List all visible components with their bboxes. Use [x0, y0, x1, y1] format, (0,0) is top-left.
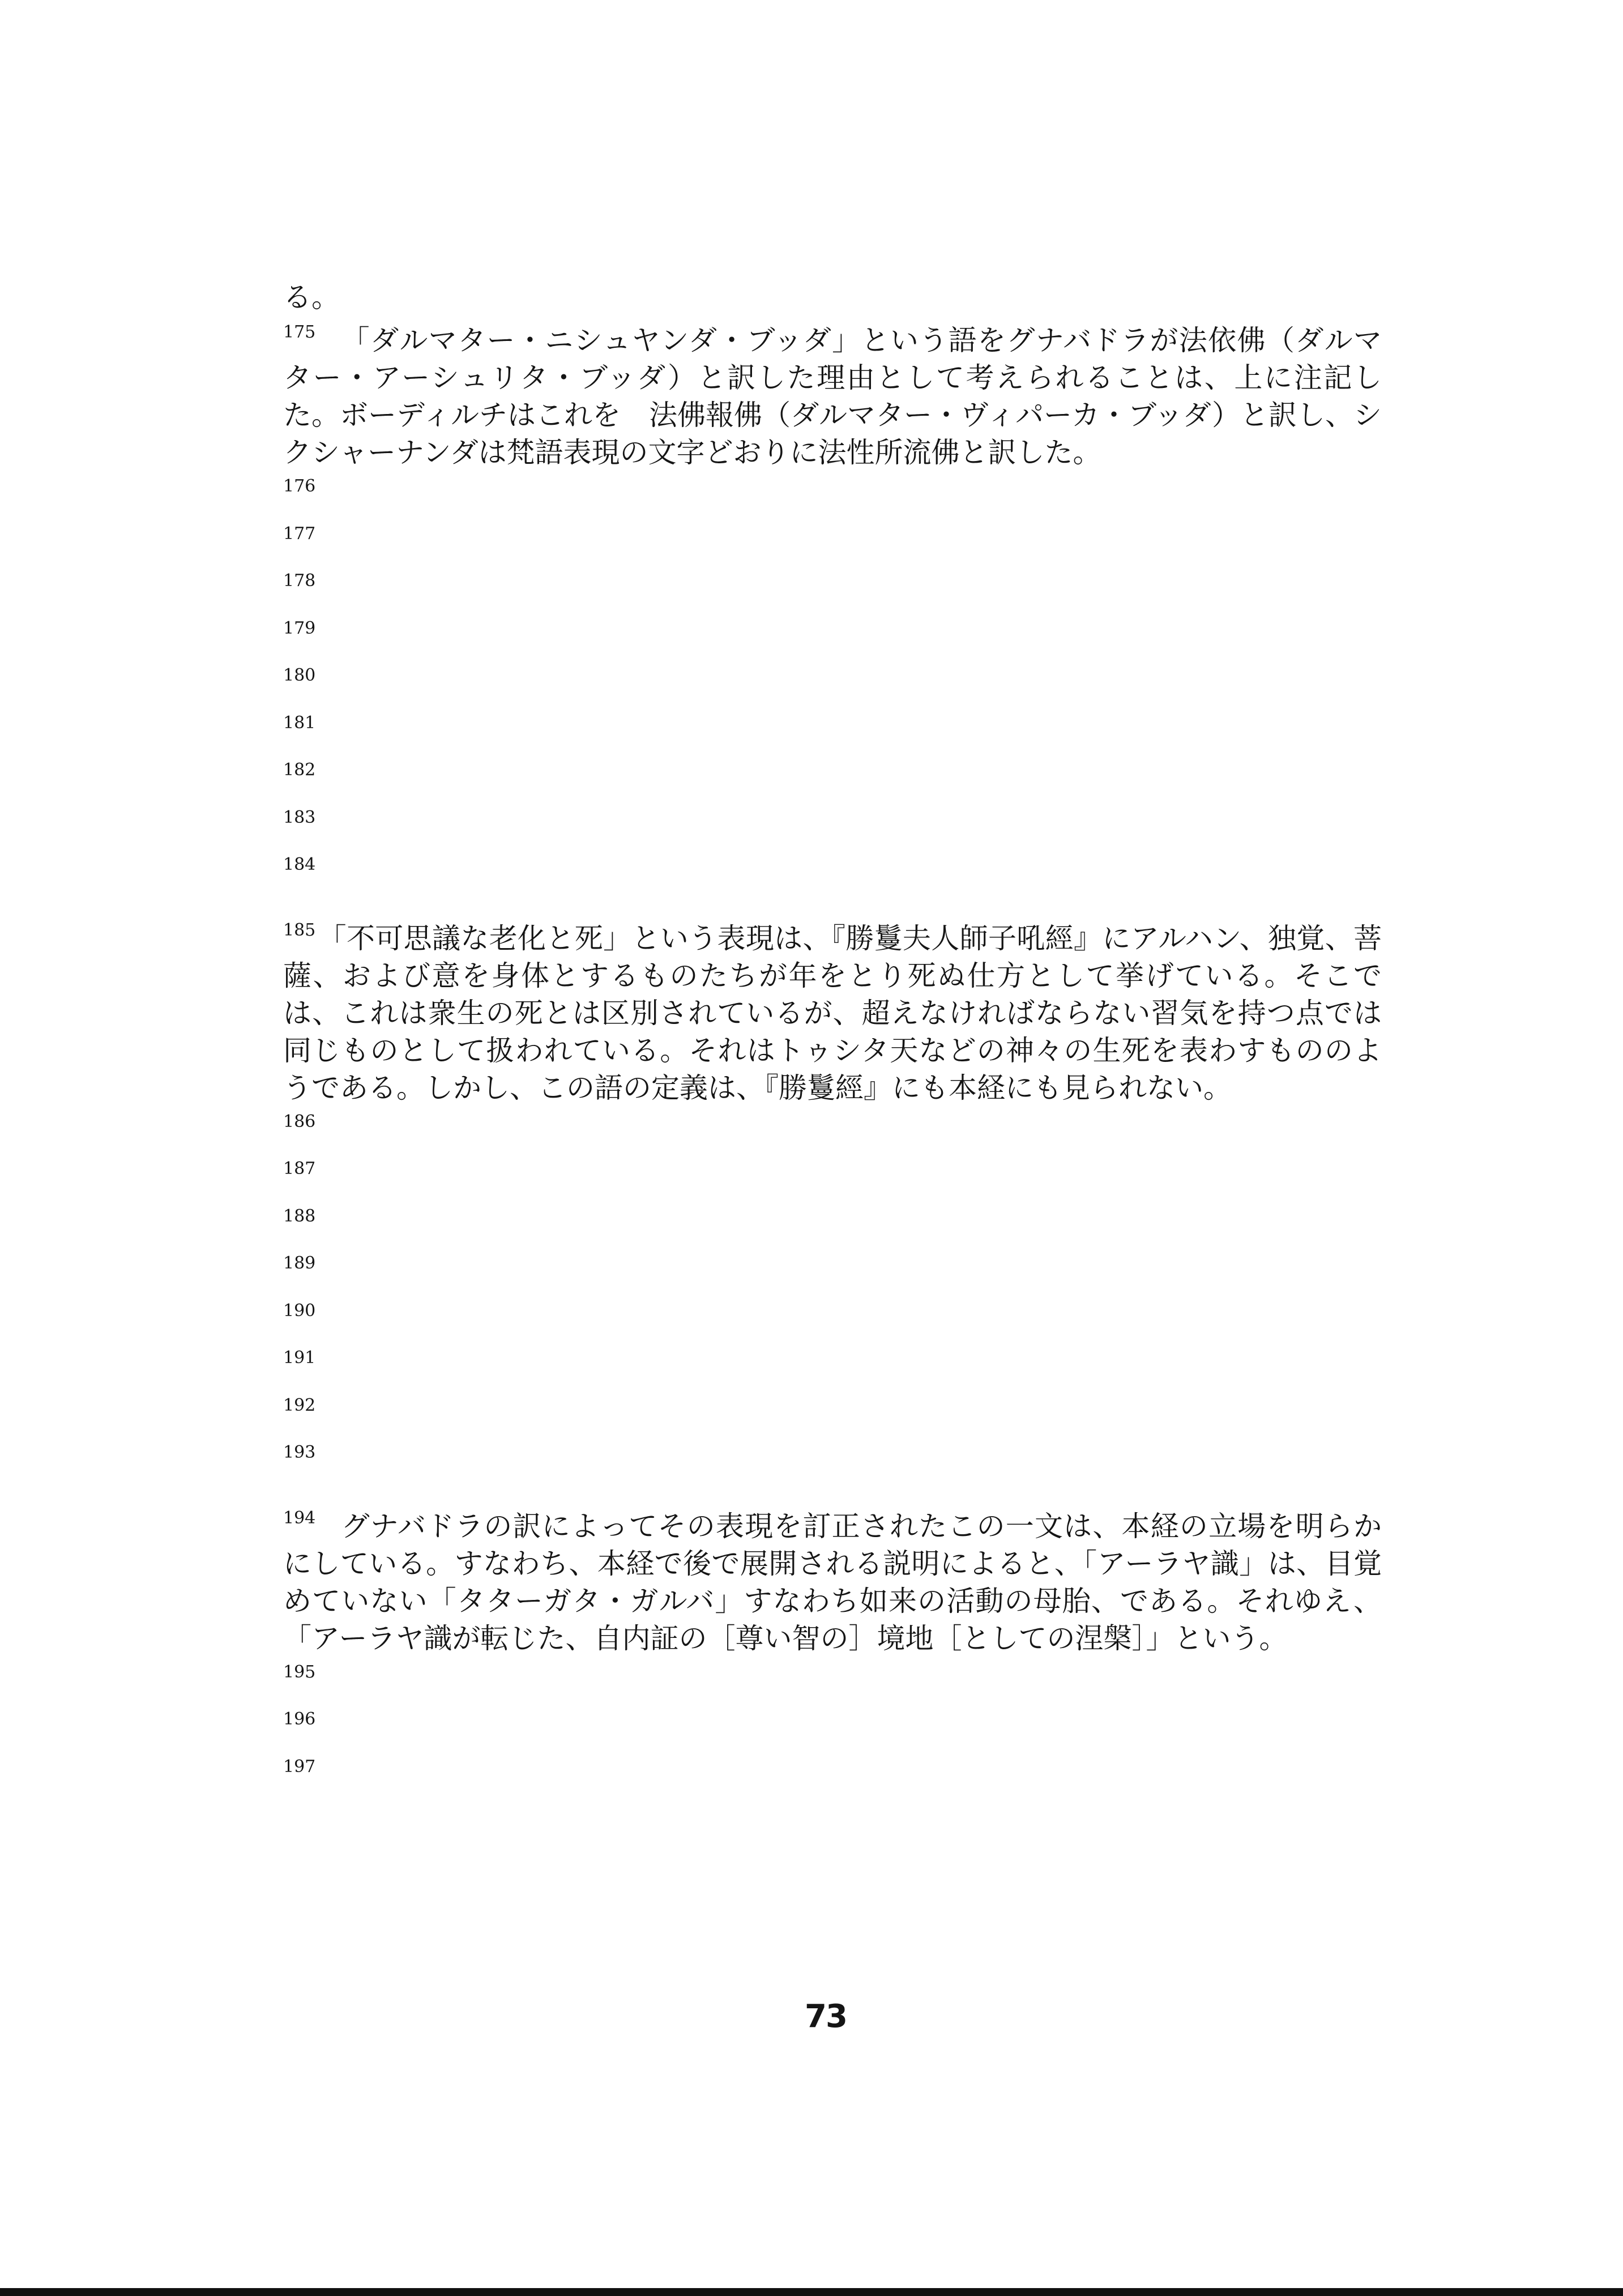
- empty-footnote-number: 182: [283, 760, 316, 780]
- empty-footnote-number: 179: [283, 618, 316, 638]
- empty-footnote-number: 197: [283, 1756, 316, 1777]
- empty-footnote-number: 192: [283, 1395, 316, 1415]
- empty-footnote-number: 176: [283, 476, 316, 496]
- empty-footnote-number: 195: [283, 1662, 316, 1682]
- empty-footnote-number: 191: [283, 1348, 316, 1368]
- footnote-number: 185: [283, 920, 316, 940]
- empty-footnote-number: 187: [283, 1159, 316, 1179]
- footnote-185: [283, 920, 1382, 1107]
- footnote-text: [283, 1508, 1382, 1657]
- footnotes-area: [283, 278, 1382, 1821]
- footnote-194: [283, 1508, 1382, 1657]
- footnote-number: 175: [283, 322, 316, 342]
- empty-footnotes-186-193: [283, 1113, 1382, 1492]
- empty-footnote-number: 178: [283, 571, 316, 591]
- empty-footnote-number: 186: [283, 1111, 316, 1132]
- footnote-body: グナバドラの訳によってその表現を訂正されたこの一文は、本経の立場を明らかにしている。すなわち、本経で後で展開される説明によると、「アーラヤ識」は、目覚めていない「タターガタ・ガルバ」すなわち如来の活動の母胎、である。それゆえ、「アーラヤ識が転じた、自内証の［尊い智の］境地［としての涅槃］」という。: [283, 1509, 1382, 1655]
- footnote-number: 194: [283, 1508, 316, 1528]
- empty-footnotes-176-184: [283, 478, 1382, 904]
- page-number: 73: [805, 1998, 847, 2035]
- empty-footnote-number: 180: [283, 665, 316, 685]
- continued-text: る。: [283, 281, 340, 314]
- footnote-175: [283, 322, 1382, 471]
- empty-footnote-number: 181: [283, 712, 316, 733]
- empty-footnote-number: 190: [283, 1300, 316, 1321]
- empty-footnote-number: 177: [283, 523, 316, 544]
- footnote-body: 「ダルマター・ニシュヤンダ・ブッダ」という語をグナバドラが法依佛（ダルマター・アーシュリタ・ブッダ）と訳した理由として考えられることは、上に注記した。ボーディルチはこれを 法佛報佛（ダルマター・ヴィパーカ・ブッダ）と訳し、シクシャーナンダは梵語表現の文字どおりに法性所流佛と訳した。: [283, 324, 1382, 469]
- scan-bottom-edge: [0, 2288, 1623, 2296]
- empty-footnote-number: 189: [283, 1253, 316, 1273]
- footnote-text: [283, 920, 1382, 1107]
- footnote-body: 「不可思議な老化と死」という表現は、『勝鬘夫人師子吼經』にアルハン、独覚、菩薩、および意を身体とするものたちが年をとり死ぬ仕方として挙げている。そこでは、これは衆生の死とは区別されているが、超えなければならない習気を持つ点では同じものとして扱われている。それはトゥシタ天などの神々の生死を表わすもののようである。しかし、この語の定義は、『勝鬘經』にも本経にも見られない。: [283, 921, 1382, 1104]
- empty-footnote-number: 196: [283, 1709, 316, 1729]
- empty-footnote-number: 183: [283, 807, 316, 827]
- empty-footnote-number: 188: [283, 1206, 316, 1226]
- empty-footnotes-195-197: [283, 1664, 1382, 1806]
- empty-footnote-number: 184: [283, 855, 316, 874]
- footnote-text: [283, 322, 1382, 471]
- empty-footnote-number: 193: [283, 1443, 316, 1462]
